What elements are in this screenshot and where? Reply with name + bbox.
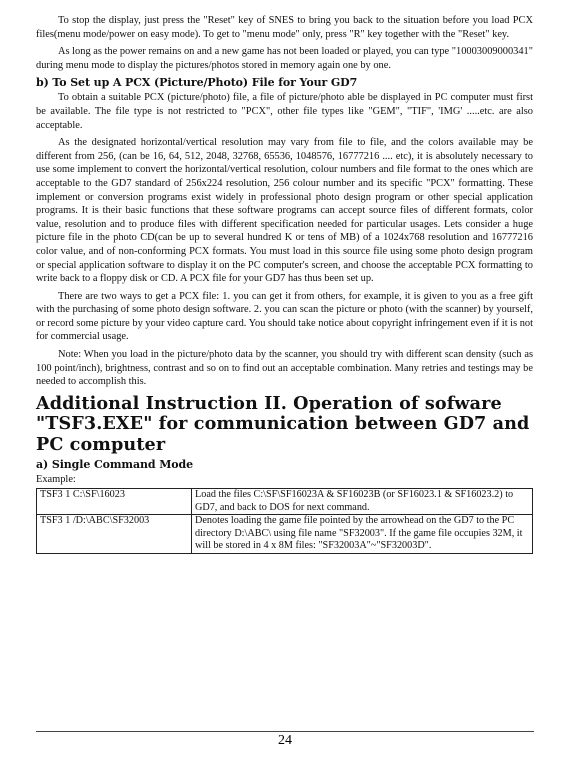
footer-rule	[36, 731, 534, 732]
description-cell: Denotes loading the game file pointed by the arrowhead on the GD7 to the PC directory D:\ABC\ using file name "SF32003". If the game file occupies 32M, it will be stored in 4 x 8M files: "SF32003A"~"SF32003D".	[192, 515, 533, 554]
single-command-mode-heading: a) Single Command Mode	[36, 458, 193, 472]
table-row	[37, 488, 533, 514]
paragraph-scanner-note: Note: When you load in the picture/photo data by the scanner, you should try with different scan density (such as 100 point/inch), brightness, contrast and so on to find out an acceptable combination. Many retries and testings may be needed to accomplish this.	[36, 349, 533, 388]
command-cell: TSF3 1 C:\SF\16023	[37, 488, 192, 514]
paragraph-redisplay-instructions: As long as the power remains on and a new game has not been loaded or played, you can type "10003009000341" during menu mode to display the pictures/photos stored in memory again one by one.	[36, 46, 533, 71]
paragraph-two-ways: There are two ways to get a PCX file: 1. you can get it from others, for example, it is given to you as a free gift with the purchasing of some photo design software. 2. you can scan the picture or photo (with the scanner) by yourself, or record some picture by your video capture card. You should take notice about copyright infringement even if it is not for commercial usage.	[36, 290, 533, 343]
example-label: Example:	[36, 474, 76, 486]
description-cell: Load the files C:\SF\SF16023A & SF16023B (or SF16023.1 & SF16023.2) to GD7, and back to DOS for next command.	[192, 488, 533, 514]
command-example-table	[36, 488, 533, 554]
section-b-heading: b) To Set up A PCX (Picture/Photo) File for Your GD7	[36, 76, 358, 90]
command-cell: TSF3 1 /D:\ABC\SF32003	[37, 515, 192, 554]
table-row	[37, 515, 533, 554]
paragraph-obtain-pcx: To obtain a suitable PCX (picture/photo) file, a file of picture/photo able be displayed in PC computer must first be available. The file type is not restricted to "PCX", other file types like "GEM", "TIF", 'IMG' .....etc. are also acceptable.	[36, 92, 533, 131]
additional-instruction-heading: Additional Instruction II. Operation of sofware "TSF3.EXE" for communication between GD7 and PC computer	[36, 392, 530, 455]
paragraph-resolution-conversion: As the designated horizontal/vertical resolution may vary from file to file, and the colors available may be different from 256, (can be 16, 64, 512, 2048, 32768, 65536, 1048576, 16777216 .... etc), it is absolutely necessary to use some implement to convert the horizontal/vertical resolution, colour numbers and file format to the ones which are acceptable to the GD7 standard of 256x224 resolution, 256 colour number and its specific "PCX" formatting. These implement or conversion programs exist widely in professional photo design program or other special application programs. It is their basic functions that these software programs can accept source files of different formats, color value, resolution and to produce files with different specification needed for particular usages. Lets consider a huge picture file in the photo CD(can be up to several hundred K or tens of MB) of a 1024x768 resolution and 16777216 color value, and of non-conforming PCX formats. You must load in this source file using some photo design program or special application software to display it on the PC computer's screen, and choose the acceptable PCX formatting to write back to a floppy disk or CD. A PCX file for your GD7 has thus been set up.	[36, 137, 533, 285]
page-number: 24	[278, 733, 292, 748]
paragraph-reset-instructions: To stop the display, just press the "Reset" key of SNES to bring you back to the situation before you load PCX files(menu mode/power on easy mode). To get to "menu mode" only, press "R" key together with the "Reset" key.	[36, 15, 533, 40]
